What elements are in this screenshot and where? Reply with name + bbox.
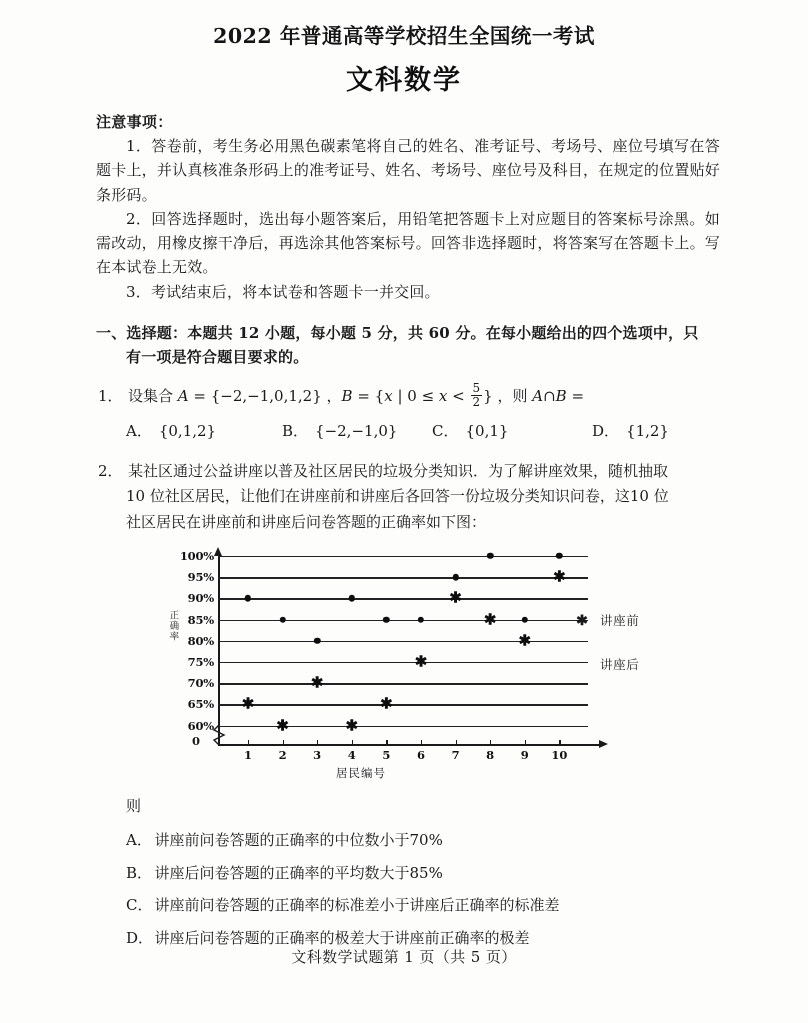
legend-item-after bbox=[572, 654, 639, 676]
chart-point-after bbox=[245, 595, 251, 601]
option-d-text: {1,2} bbox=[626, 421, 669, 440]
section-heading bbox=[96, 321, 720, 370]
question-2-options bbox=[96, 824, 720, 955]
question-2-number: 2． bbox=[98, 461, 123, 480]
notice-heading: 注意事项： bbox=[96, 113, 173, 131]
chart-y-tick-label: 70% bbox=[187, 676, 214, 691]
chart-point-after bbox=[314, 638, 320, 644]
question-2-stem-line-2: 10 位社区居民，让他们在讲座前和讲座后各回答一份垃圾分类知识问卷，这10 位 bbox=[126, 487, 669, 506]
notice-item-2: 2．回答选择题时，选出每小题答案后，用铅笔把答题卡上对应题目的答案标号涂黑。如需改动，用橡皮擦干净后，再选涂其他答案标号。回答非选择题时，将答案写在答题卡上。写在本试卷上无效。 bbox=[96, 209, 720, 277]
q2-option-b-text: 讲座后问卷答题的正确率的平均数大于85% bbox=[154, 863, 443, 882]
chart-legend bbox=[572, 610, 639, 697]
section-label: 一、选择题： bbox=[96, 324, 188, 343]
notice-item-1: 1．答卷前，考生务必用黑色碳素笔将自己的姓名、准考证号、考场号、座位号填写在答题卡上，并认真核准条形码上的准考证号、姓名、考场号、座位号及科目，在规定的位置贴好条形码。 bbox=[96, 137, 720, 204]
legend-label-before: 讲座前 bbox=[600, 613, 640, 629]
chart-gridline bbox=[218, 683, 588, 684]
option-c-text: {0,1} bbox=[465, 421, 509, 440]
chart-point-before: ✱ bbox=[414, 652, 428, 671]
chart-point-before: ✱ bbox=[310, 673, 324, 692]
chart-x-tick-label: 4 bbox=[347, 748, 356, 763]
chart-y-tick-label: 90% bbox=[187, 591, 214, 606]
chart-point-before: ✱ bbox=[345, 716, 359, 735]
chart-point-after bbox=[556, 553, 562, 559]
question-2-then: 则 bbox=[126, 797, 142, 816]
chart-x-axis bbox=[218, 744, 600, 746]
option-b-label: B． bbox=[282, 421, 309, 440]
q2-option-d-label: D． bbox=[126, 928, 154, 947]
chart-y-axis bbox=[218, 552, 220, 746]
q2-option-d-text: 讲座后问卷答题的正确率的极差大于讲座前正确率的极差 bbox=[154, 928, 530, 947]
q1-intersect-symbol: ∩ bbox=[543, 386, 556, 405]
chart-point-before: ✱ bbox=[483, 610, 497, 629]
q1-frac-numerator: 5 bbox=[472, 381, 481, 396]
chart-y-tick-label: 85% bbox=[187, 612, 214, 627]
chart-gridline bbox=[218, 641, 588, 642]
option-b-text: {−2,−1,0} bbox=[315, 421, 398, 440]
question-2-option-b[interactable] bbox=[126, 857, 720, 890]
question-1-option-b[interactable] bbox=[282, 419, 432, 445]
chart-gridline bbox=[218, 577, 588, 578]
chart-gridline bbox=[218, 598, 588, 599]
q2-option-b-label: B． bbox=[126, 863, 153, 882]
chart-point-before: ✱ bbox=[518, 631, 532, 650]
chart-x-tick-mark bbox=[317, 740, 318, 746]
q1-set-A2: A bbox=[532, 386, 544, 405]
q2-option-c-text: 讲座前问卷答题的正确率的标准差小于讲座后正确率的标准差 bbox=[154, 896, 560, 915]
chart-point-before: ✱ bbox=[276, 716, 289, 735]
q2-option-a-label: A． bbox=[126, 830, 152, 849]
chart-x-tick-label: 3 bbox=[313, 748, 322, 763]
chart-origin-label: 0 bbox=[192, 734, 201, 749]
q1-set-B2: B bbox=[555, 386, 567, 405]
chart-point-after bbox=[487, 553, 493, 559]
option-c-label: C． bbox=[432, 421, 459, 440]
chart-y-tick-label: 80% bbox=[187, 633, 214, 648]
scatter-chart bbox=[168, 548, 688, 784]
q1-set-B: B bbox=[341, 386, 353, 405]
chart-x-tick-mark bbox=[525, 740, 526, 746]
chart-x-tick-label: 2 bbox=[278, 748, 287, 763]
chart-y-tick-label: 95% bbox=[187, 570, 214, 585]
chart-x-tick-mark bbox=[283, 740, 284, 746]
x-axis-arrow-icon bbox=[599, 740, 608, 748]
chart-x-tick-label: 10 bbox=[551, 748, 568, 763]
chart-gridline bbox=[218, 620, 588, 621]
chart-container bbox=[96, 548, 720, 784]
chart-gridline bbox=[218, 726, 588, 727]
option-d-label: D． bbox=[592, 421, 620, 440]
q1-frac-denominator: 2 bbox=[472, 395, 481, 410]
chart-x-tick-label: 9 bbox=[520, 748, 529, 763]
chart-point-before: ✱ bbox=[449, 588, 462, 607]
chart-x-tick-label: 7 bbox=[451, 748, 460, 763]
question-1-stem bbox=[128, 381, 720, 410]
q1-eq2: = { bbox=[352, 386, 385, 405]
q1-close: } ，则 bbox=[483, 386, 533, 405]
chart-gridline bbox=[218, 556, 588, 557]
chart-y-tick-label: 60% bbox=[187, 718, 214, 733]
chart-gridline bbox=[218, 704, 588, 705]
chart-gridline bbox=[218, 662, 588, 663]
chart-x-tick-mark bbox=[386, 740, 387, 746]
chart-y-axis-label: 正确率 bbox=[167, 610, 179, 642]
q1-lt: < bbox=[447, 386, 470, 405]
axis-break-icon bbox=[213, 725, 226, 745]
legend-item-before bbox=[572, 610, 639, 632]
chart-point-after bbox=[452, 574, 458, 580]
chart-x-tick-mark bbox=[456, 740, 457, 746]
chart-point-after bbox=[279, 616, 285, 622]
question-1-options bbox=[96, 419, 720, 445]
question-2-option-a[interactable] bbox=[126, 824, 720, 857]
chart-point-before: ✱ bbox=[241, 694, 255, 713]
question-1-number: 1． bbox=[98, 386, 123, 405]
q2-option-c-label: C． bbox=[126, 896, 153, 915]
q1-var-x: x bbox=[384, 386, 393, 405]
chart-x-tick-label: 5 bbox=[382, 748, 391, 763]
chart-point-after bbox=[383, 616, 389, 622]
option-a-label: A． bbox=[126, 421, 152, 440]
chart-point-before: ✱ bbox=[553, 567, 566, 586]
q1-var-x2: x bbox=[438, 386, 448, 405]
chart-y-axis-ticks bbox=[168, 548, 214, 784]
question-2-stem-line-1: 某社区通过公益讲座以普及社区居民的垃圾分类知识．为了解讲座效果，随机抽取 bbox=[128, 461, 669, 480]
page-title: 2022 年普通高等学校招生全国统一考试 bbox=[213, 24, 595, 48]
chart-point-after bbox=[418, 616, 424, 622]
subject-title: 文科数学 bbox=[346, 65, 462, 96]
chart-x-tick-label: 6 bbox=[416, 748, 426, 763]
y-axis-arrow-icon bbox=[214, 547, 222, 556]
chart-x-axis-label: 居民编号 bbox=[336, 766, 386, 781]
q1-end: = bbox=[566, 386, 585, 405]
question-2 bbox=[96, 459, 720, 955]
notice-item-3: 3．考试结束后，将本试卷和答题卡一并交回。 bbox=[126, 282, 440, 301]
question-1-option-c[interactable] bbox=[432, 419, 592, 445]
chart-x-tick-mark bbox=[248, 740, 249, 746]
question-2-stem-line-3: 社区居民在讲座前和讲座后问卷答题的正确率如下图： bbox=[126, 513, 487, 532]
chart-y-tick-label: 75% bbox=[187, 655, 214, 670]
q1-eq1: = {−2,−1,0,1,2} ， bbox=[188, 386, 342, 405]
chart-x-tick-mark bbox=[421, 740, 422, 746]
chart-x-tick-mark bbox=[559, 740, 560, 746]
chart-x-tick-mark bbox=[490, 740, 491, 746]
q1-stem-pre: 设集合 bbox=[128, 386, 178, 405]
chart-y-tick-label: 65% bbox=[187, 697, 214, 712]
legend-label-after: 讲座后 bbox=[600, 656, 640, 672]
page-footer: 文科数学试题第 1 页（共 5 页） bbox=[291, 948, 517, 966]
chart-x-tick-label: 1 bbox=[243, 748, 253, 763]
section-line1: 本题共 12 小题，每小题 5 分，共 60 分。在每小题给出的四个选项中，只 bbox=[187, 324, 699, 343]
question-1 bbox=[96, 381, 720, 445]
page-content bbox=[0, 111, 808, 955]
q1-cond: | 0 ≤ bbox=[392, 386, 439, 405]
question-2-option-c[interactable] bbox=[126, 889, 720, 922]
chart-point-after bbox=[349, 595, 355, 601]
chart-x-tick-label: 8 bbox=[486, 748, 495, 763]
asterisk-marker-icon: ✱ bbox=[576, 612, 588, 629]
question-1-option-d[interactable] bbox=[592, 419, 669, 445]
question-1-option-a[interactable] bbox=[126, 419, 282, 445]
q1-fraction bbox=[471, 382, 483, 408]
chart-x-tick-mark bbox=[352, 740, 353, 746]
q1-set-A: A bbox=[177, 386, 189, 405]
q2-option-a-text: 讲座前问卷答题的正确率的中位数小于70% bbox=[154, 830, 443, 849]
option-a-text: {0,1,2} bbox=[158, 421, 217, 440]
chart-point-before: ✱ bbox=[380, 694, 393, 713]
chart-y-tick-label: 100% bbox=[179, 549, 214, 564]
section-line2: 有一项是符合题目要求的。 bbox=[126, 348, 309, 367]
chart-point-after bbox=[522, 616, 528, 622]
